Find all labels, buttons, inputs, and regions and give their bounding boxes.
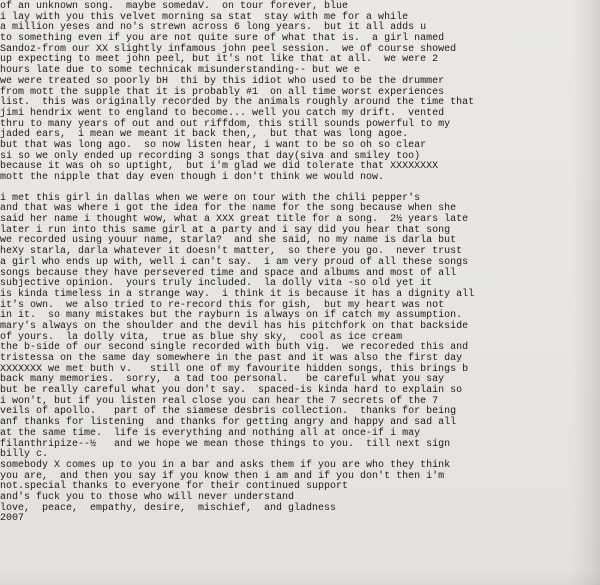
text-line: love, peace, empathy, desire, mischief, and gladness (0, 502, 337, 514)
text-line: mary's always on the shoulder and the devil has his pitchfork on that backside (0, 320, 469, 332)
text-line: Sandoz-from our XX slightly infamous john peel session. we of course showed (0, 43, 457, 55)
text-line: tristessa on the same day somewhere in the past and it was also the first day (0, 353, 463, 364)
liner-notes-text (0, 2, 600, 525)
text-line: but that was long ago. so now listen hear, i want to be so oh so clear (0, 139, 427, 151)
text-line: a million yeses and no's strewn across 6 long years. but it all adds u (0, 22, 427, 34)
text-line: somebody X comes up to you in a bar and asks them if you are who they think (0, 459, 451, 471)
text-line: the b-side of our second single recorded with buth vig. we recoreded this and (0, 342, 469, 354)
text-line: is kinda timeless in a strange way. i think it is because it has a dignity all (0, 288, 475, 300)
text-line: heXy starla, darla whatever it doesn't matter, so there you go. never trust (0, 246, 463, 258)
text-line: i lay with you this velvet morning sa stat stay with me for a while (0, 11, 409, 23)
text-line: because it was oh so uptight, but i'm glad we did tolerate that XXXXXXXX (0, 161, 439, 173)
text-line: anf thanks for listening and thanks for getting angry and happy and sad all (0, 417, 457, 429)
text-line: songs because they have persevered time and space and albums and most of all (0, 267, 457, 279)
text-line: 2007 (0, 513, 25, 525)
text-line: si so we only ended up recording 3 songs that day(siva and smiley too) (0, 150, 421, 162)
text-line: mott the nipple that day even though i don't think we would now. (0, 172, 385, 183)
text-line: XXXXXXX we met buth v. still one of my favourite hidden songs, this brings b (0, 363, 469, 375)
text-line: up expecting to meet john peel, but it's not like that at all. we were 2 (0, 54, 439, 66)
text-line: in it. so many mistakes but the rayburn is always on if catch my assumption. (0, 310, 463, 322)
page-bottom-edge (0, 571, 600, 585)
text-line: at the same time. life is everything and nothing all at once-if i may (0, 427, 421, 439)
text-line: you are, and then you say if you know then i am and if you don't then i'm (0, 470, 445, 482)
text-line: a girl who ends up with, well i can't say. i am very proud of all these songs (0, 256, 469, 268)
text-line: list. this was originally recorded by the animals roughly around the time that (0, 97, 475, 109)
text-line: of yours. la dolly vita, true as blue shy sky, cool as ice cream (0, 331, 403, 343)
text-line: not.special thanks to everyone for their continued support (0, 481, 349, 493)
text-line: billy c. (0, 449, 49, 461)
text-line: it's own. we also tried to re-record this for gish, but my heart was not (0, 299, 445, 311)
text-line: and's fuck you to those who will never understand (0, 491, 295, 503)
text-line: i won't, but if you listen real close you can hear the 7 secrets of the 7 (0, 395, 439, 407)
text-line: and that was where i got the idea for the name for the song because when she (0, 203, 457, 215)
text-line: later i run into this same girl at a party and i say did you hear that song (0, 224, 451, 236)
text-line: i met this girl in dallas when we were on tour with the chili pepper's (0, 192, 421, 204)
text-line: said her name i thought wow, what a XXX great title for a song. 2½ years late (0, 214, 469, 226)
text-line: subjective opinion. yours truly included. la dolly vita -so old yet it (0, 278, 433, 290)
text-line: back many memories. sorry, a tad too personal. be careful what you say (0, 374, 445, 386)
text-line: hours late due to some technicak misunderstanding-- but we e (0, 65, 361, 77)
text-line: filanthripize--½ and we hope we mean those things to you. till next sign (0, 438, 451, 450)
text-line: from mott the supple that it is probably #1 on all time worst experiences (0, 86, 445, 98)
text-line: we were treated so poorly bH thi by this idiot who used to be the drummer (0, 75, 445, 87)
text-line: we recorded using youur name, starla? and she said, no my name is darla but (0, 235, 457, 247)
page-fold-shadow (572, 0, 600, 585)
text-line: jimi hendrix went to england to become... well you catch my drift. vented (0, 107, 445, 119)
text-line: of an unknown song. maybe somedaV. on tour forever, blue (0, 1, 349, 12)
text-line: but be really careful what you don't say. spaced-is kinda hard to explain so (0, 385, 463, 397)
paragraph-tour-and-sessions (0, 2, 600, 184)
text-line: to something even if you are not quite sure of what that is. a girl named (0, 33, 445, 45)
text-line: thru to many years of out and out riffdom, this still sounds powerful to my (0, 118, 451, 130)
paragraph-starla-and-songs (0, 194, 600, 525)
text-line: jaded ears, i mean we meant it back then,, but that was long agoe. (0, 129, 409, 141)
text-line: veils of apollo. part of the siamese desbris collection. thanks for being (0, 406, 457, 418)
